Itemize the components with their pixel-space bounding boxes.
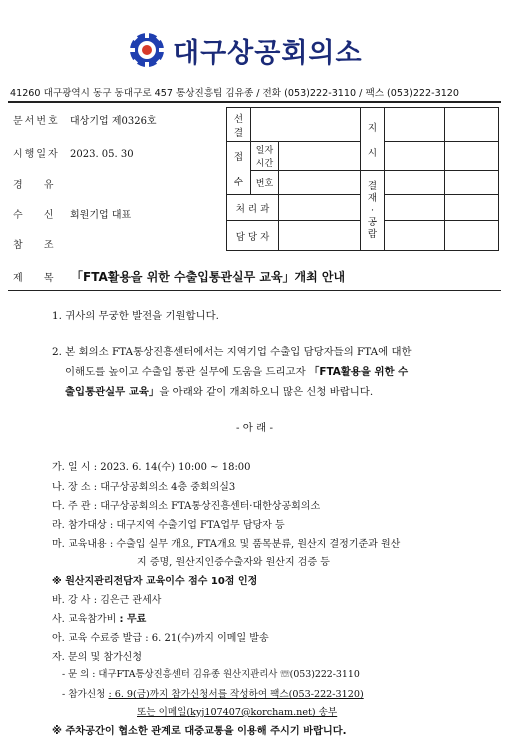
org-logo	[127, 30, 363, 70]
approval-damdang-cell	[279, 221, 361, 251]
approval-seon-label: 선 결	[227, 108, 251, 142]
meta-reference: 참 조	[13, 240, 63, 251]
approval-beonho-label: 번호	[251, 171, 279, 195]
meta-via: 경 유	[13, 180, 63, 191]
section-divider: - 아 래 -	[235, 422, 273, 434]
approval-cheori-cell	[279, 195, 361, 221]
address-line: 41260 대구광역시 동구 동대구로 457 통상진흥팀 김유종 / 전화 (053)222-3110 / 팩스 (053)222-3120	[10, 88, 460, 99]
contact-apply-email: 또는 이메일(kyj107407@korcham.net) 송부	[137, 707, 338, 718]
item-host: 다. 주 관 : 대구상공회의소 FTA통상진흥센터·대한상공회의소	[52, 501, 321, 512]
approval-seon-cell	[251, 108, 361, 142]
org-name: 대구상공회의소	[173, 37, 363, 69]
chamber-logo-icon	[127, 30, 167, 70]
subject-row: 제 목 「FTA활용을 위한 수출입통관실무 교육」개최 안내	[13, 270, 346, 284]
paragraph-1: 1. 귀사의 무궁한 발전을 기원합니다.	[52, 310, 219, 322]
subject-title: 「FTA활용을 위한 수출입통관실무 교육」개최 안내	[71, 270, 346, 284]
approval-gyeoljae-cell-4	[445, 195, 499, 221]
item-certificate: 아. 교육 수료증 발급 : 6. 21(수)까지 이메일 발송	[52, 633, 269, 644]
subject-rule	[8, 290, 501, 291]
item-content-cont: 지 증명, 원산지인증수출자와 원산지 검증 등	[137, 557, 330, 568]
approval-gyeoljae-cell-5	[385, 221, 445, 251]
approval-jeopsu-label: 접 수	[227, 142, 251, 195]
approval-jisi-cell-2	[445, 108, 499, 142]
item-fee: 사. 교육참가비 : 무료	[52, 614, 147, 625]
approval-table	[226, 107, 499, 251]
approval-beonho-cell	[279, 171, 361, 195]
meta-doc-no: 문서번호 대상기업 제0326호	[13, 116, 157, 127]
approval-damdang-label: 담 당 자	[227, 221, 279, 251]
approval-jisi-cell-4	[445, 142, 499, 171]
meta-date: 시행일자 2023. 05. 30	[13, 149, 134, 160]
header-rule	[8, 101, 501, 103]
approval-cheori-label: 처 리 과	[227, 195, 279, 221]
item-content: 마. 교육내용 : 수출입 실무 개요, FTA개요 및 품목분류, 원산지 결정기준과 원산	[52, 539, 401, 550]
footer-note: ※ 주차공간이 협소한 관계로 대중교통을 이용해 주시기 바랍니다.	[52, 726, 347, 737]
approval-gyeoljae-cell-3	[385, 195, 445, 221]
approval-ilja-label: 일자 시간	[251, 142, 279, 171]
approval-gyeoljae-cell-2	[445, 171, 499, 195]
meta-recipient: 수 신 회원기업 대표	[13, 210, 132, 221]
item-inquiry-apply: 자. 문의 및 참가신청	[52, 652, 142, 663]
approval-gyeoljae-cell-1	[385, 171, 445, 195]
item-target: 라. 참가대상 : 대구지역 수출기업 FTA업무 담당자 등	[52, 520, 285, 531]
approval-jisi-cell-3	[385, 142, 445, 171]
item-lecturer: 바. 강 사 : 김은근 관세사	[52, 595, 162, 606]
item-date: 가. 일 시 : 2023. 6. 14(수) 10:00 ~ 18:00	[52, 462, 251, 473]
contact-apply: - 참가신청 : 6. 9(금)까지 참가신청서를 작성하여 팩스(053-222-3120)	[62, 689, 364, 700]
item-content-note: ※ 원산지관리전담자 교육이수 점수 10점 인정	[52, 576, 258, 587]
approval-jisi-cell-1	[385, 108, 445, 142]
approval-gyeoljae-label: 결 재 · 공 람	[361, 171, 385, 251]
approval-gyeoljae-cell-6	[445, 221, 499, 251]
contact-inquiry: - 문 의 : 대구FTA통상진흥센터 김유종 원산지관리사 ☏(053)222-3110	[62, 669, 360, 680]
paragraph-2: 2. 본 회의소 FTA통상진흥센터에서는 지역기업 수출입 담당자들의 FTA에 대한 이해도를 높이고 수출입 통관 실무에 도움을 드리고자 「FTA활용을 위한 수 출입통관실무 교육」을 아래와 같이 개최하오니 많은 신청 바랍니다.	[52, 346, 412, 398]
approval-jisi-label: 지 시	[361, 108, 385, 171]
item-place: 나. 장 소 : 대구상공회의소 4층 중회의실3	[52, 482, 236, 493]
approval-ilja-cell	[279, 142, 361, 171]
